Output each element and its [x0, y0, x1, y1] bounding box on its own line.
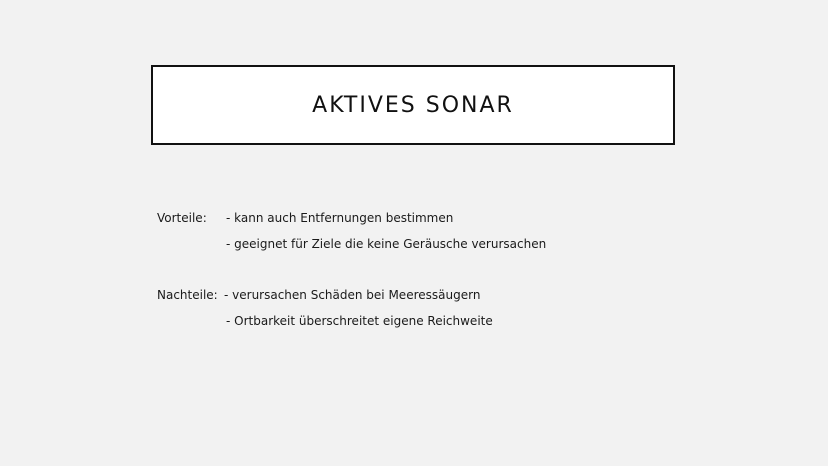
- disadvantage-item: - verursachen Schäden bei Meeressäugern: [224, 288, 481, 302]
- advantage-item: - geeignet für Ziele die keine Geräusche verursachen: [226, 237, 547, 251]
- disadvantages-label: Nachteile:: [157, 288, 218, 302]
- advantages-label: Vorteile:: [157, 211, 207, 225]
- advantage-item: - kann auch Entfernungen bestimmen: [226, 211, 454, 225]
- title-box: [151, 65, 675, 145]
- disadvantage-item: - Ortbarkeit überschreitet eigene Reichweite: [226, 314, 493, 328]
- slide-title: AKTIVES SONAR: [312, 92, 514, 118]
